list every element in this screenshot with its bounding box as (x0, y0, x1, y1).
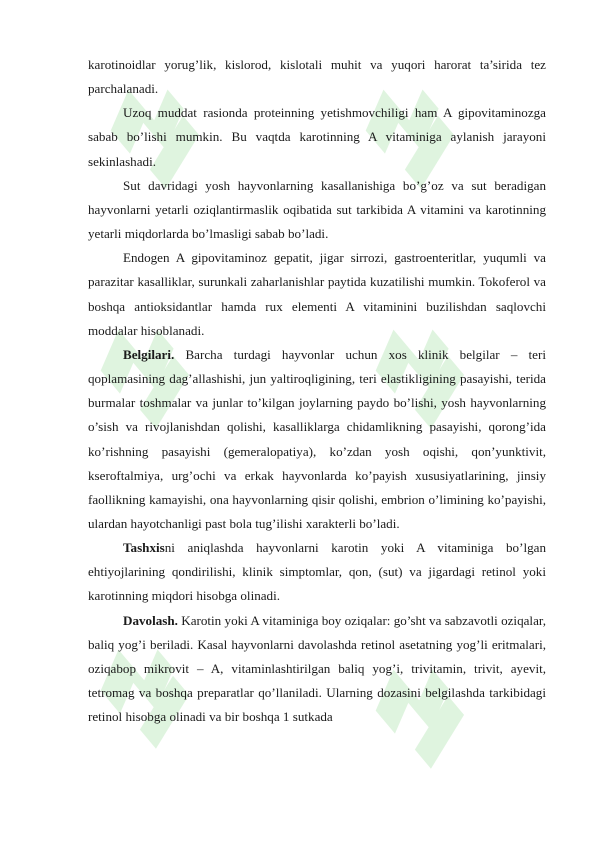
paragraph (88, 246, 546, 343)
paragraph-diagnosis (88, 536, 546, 608)
paragraph-treatment (88, 609, 546, 730)
paragraph (88, 101, 546, 173)
paragraph-text: Endogen A gipovitaminoz gepatit, jigar sirrozi, gastroenteritlar, yuqumli va parazitar kasalliklar, surunkali zaharlanishlar paytida kuzatilishi mumkin. Tokoferol va boshqa antioksidantlar hamda rux elementi A vitaminini buzilishdan saqlovchi moddalar hisoblanadi. (88, 250, 546, 338)
paragraph-text: Sut davridagi yosh hayvonlarning kasallanishiga bo’g’oz va sut beradigan hayvonlarni yetarli oziqlantirmaslik oqibatida sut tarkibida A vitamini va karotinning yetarli miqdorlarda bo’lmasligi sabab bo’ladi. (88, 177, 546, 242)
paragraph-symptoms (88, 343, 546, 536)
paragraph-text: ni aniqlashda hayvonlarni karotin yoki A vitaminiga bo’lgan ehtiyojlarining qondirilishi, klinik simptomlar, qon, (sut) va jigardagi retinol yoki karotinning miqdori hisobga olinadi. (88, 540, 546, 604)
section-label: Davolash. (123, 612, 178, 628)
paragraph-text: karotinoidlar yorug’lik, kislorod, kislotali muhit va yuqori harorat ta’sirida tez parchalanadi. (88, 57, 546, 97)
paragraph (88, 174, 546, 246)
body-text (88, 53, 546, 729)
section-label: Belgilari. (123, 346, 175, 362)
section-label: Tashxis (123, 540, 165, 556)
paragraph-text: Barcha turdagi hayvonlar uchun xos klinik belgilar – teri qoplamasining dag’allashishi, jun yaltiroqligining, teri elastikligining pasayishi, terida burmalar toshmalar va junlar to’kilgan joylarning paydo bo’lishi, yosh hayvonlarning o’sish va rivojlanishdan qolishi, kasalliklarga chidamlikning pasayishi, qorong’ida ko’rishning pasayishi (gemeralopatiya), ko’zdan yosh oqishi, qon’yunktivit, kseroftalmiya, urg’ochi va erkak hayvonlarda ko’payish xususiyatlarining, jinsiy faollikning kamayishi, ona hayvonlarning qisir qolishi, embrion o’limining ko’payishi, ulardan hayotchanligi past bola tug’ilishi xarakterli bo’ladi. (88, 346, 546, 531)
paragraph-text: Uzoq muddat rasionda proteinning yetishmovchiligi ham A gipovitaminozga sabab bo’lishi mumkin. Bu vaqtda karotinning A vitaminiga aylanish jarayoni sekinlashadi. (88, 105, 546, 169)
paragraph (88, 53, 546, 101)
paragraph-text: Karotin yoki A vitaminiga boy oziqalar: go’sht va sabzavotli oziqalar, baliq yog’i beriladi. Kasal hayvonlarni davolashda retinol asetatning yog’li eritmalari, oziqabop mikrovit – A, vitaminlashtirilgan baliq yog’i, trivitamin, trivit, ayevit, tetromag va boshqa preparatlar qo’llaniladi. Ularning dozasini belgilashda tarkibidagi retinol hisobga olinadi va bir boshqa 1 sutkada (88, 612, 546, 725)
